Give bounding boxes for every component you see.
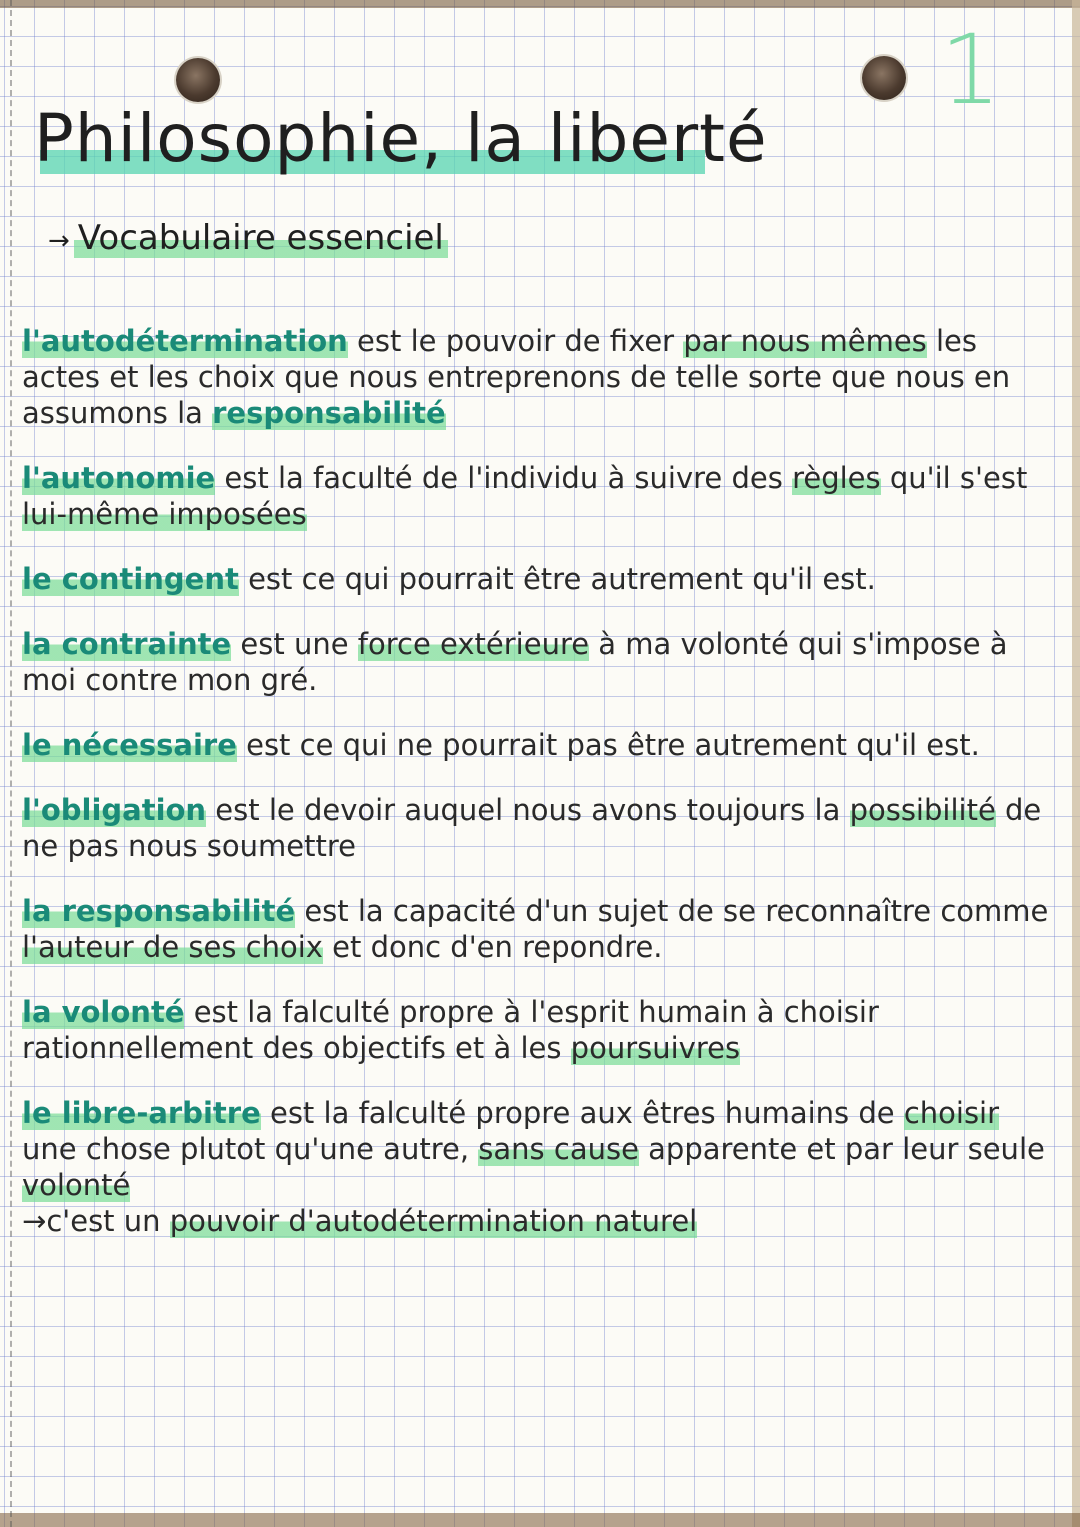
term: l'autonomie (22, 461, 216, 495)
definition-highlight: force extérieure (357, 627, 590, 661)
vocab-entry-libre-arbitre (20, 1095, 1060, 1239)
term: l'obligation (22, 793, 207, 827)
definition-text: est la faculté de l'individu à suivre des (215, 461, 793, 495)
section-label: Vocabulaire essenciel (74, 218, 448, 258)
arrow-icon: → (22, 1204, 47, 1238)
definition-text: est le pouvoir de fixer (347, 324, 684, 358)
definition-text: est une (231, 627, 358, 661)
definition-highlight: possibilité (849, 793, 996, 827)
left-margin-line (10, 0, 12, 1527)
page-bottom-edge (0, 1513, 1080, 1527)
definition-text: qu'il s'est (880, 461, 1028, 495)
arrow-icon: → (48, 226, 70, 256)
definition-text: une chose plutot qu'une autre, (22, 1132, 479, 1166)
vocabulary-list (20, 294, 1060, 1253)
definition-text: et donc d'en repondre. (322, 930, 663, 964)
page-number: 1 (940, 14, 1002, 126)
vocab-entry-contrainte (20, 626, 1060, 698)
vocab-entry-contingent (20, 561, 1060, 597)
definition-text: est la falculté propre à l'esprit humain à choisir rationnellement des objectifs et à les (22, 995, 879, 1065)
term: la responsabilité (22, 894, 296, 928)
vocab-entry-autodetermination (20, 323, 1060, 431)
definition-highlight: par nous mêmes (683, 324, 927, 358)
page-right-edge (1072, 0, 1080, 1527)
conclusion-highlight: pouvoir d'autodétermination naturel (169, 1204, 698, 1238)
conclusion-line (22, 1203, 1060, 1239)
page-title: Philosophie, la liberté (34, 100, 768, 177)
definition-text: est la falculté propre aux êtres humains de (260, 1096, 904, 1130)
binder-hole-left (176, 58, 220, 102)
definition-highlight: choisir (903, 1096, 1000, 1130)
definition-text: est le devoir auquel nous avons toujours la (206, 793, 850, 827)
vocab-entry-obligation (20, 792, 1060, 864)
definition-highlight: volonté (22, 1168, 131, 1202)
definition-highlight: responsabilité (212, 396, 446, 430)
definition-text: les actes et les choix que nous entreprenons de telle sorte que nous en assumons la (22, 324, 1011, 430)
conclusion-text: c'est un (46, 1204, 170, 1238)
definition-highlight: règles (792, 461, 881, 495)
term: le nécessaire (22, 728, 237, 762)
term: la volonté (22, 995, 185, 1029)
vocab-entry-responsabilite (20, 893, 1060, 965)
definition-text: est ce qui ne pourrait pas être autrement qu'il est. (236, 728, 980, 762)
term: le libre-arbitre (22, 1096, 261, 1130)
definition-text: apparente et par leur seule (638, 1132, 1045, 1166)
definition-text: de ne pas nous soumettre (22, 793, 1042, 863)
definition-text: à ma volonté qui s'impose à moi contre mon gré. (22, 627, 1008, 697)
definition-text: est ce qui pourrait être autrement qu'il est. (238, 562, 876, 596)
page-top-edge (0, 0, 1080, 8)
definition-highlight: poursuivres (570, 1031, 741, 1065)
definition-highlight: sans cause (478, 1132, 639, 1166)
section-heading (48, 218, 448, 258)
definition-text: est la capacité d'un sujet de se reconnaître comme (295, 894, 1049, 928)
term: l'autodétermination (22, 324, 348, 358)
binder-hole-right (862, 56, 906, 100)
vocab-entry-volonte (20, 994, 1060, 1066)
term: le contingent (22, 562, 239, 596)
term: la contrainte (22, 627, 232, 661)
vocab-entry-necessaire (20, 727, 1060, 763)
vocab-entry-autonomie (20, 460, 1060, 532)
definition-highlight: lui-même imposées (22, 497, 307, 531)
definition-highlight: l'auteur de ses choix (22, 930, 323, 964)
